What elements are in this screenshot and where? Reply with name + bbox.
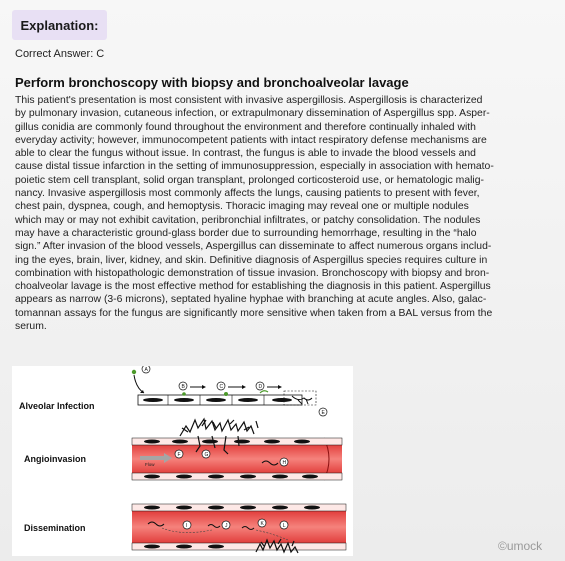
body-line: chest pain, dyspnea, cough, and hemoptysis. Thoracic imaging may reveal one or multiple nodules (15, 201, 469, 213)
flow-arrow-icon (140, 456, 164, 460)
angioinvasion-row (132, 419, 342, 480)
body-line: may have a characteristic ground-glass border due to surrounding hemorrhage, resulting in the “halo (15, 227, 477, 239)
marker-j-text: J (225, 523, 228, 529)
explanation-body (15, 94, 545, 333)
explanation-badge: Explanation: (12, 10, 107, 40)
conidium-icon (132, 370, 136, 374)
body-line: tomannan assays for the fungus are significantly more sensitive when taken from a BAL versus from the (15, 307, 493, 319)
correct-answer-text: Correct Answer: C (15, 48, 105, 60)
inhale-arrow-icon (134, 375, 144, 393)
flow-label: Flow (145, 462, 155, 467)
body-line: This patient's presentation is most consistent with invasive aspergillosis. Aspergillosis is characterized (15, 95, 483, 106)
body-line: choalveolar lavage is the most effective method for establishing the diagnosis in this patient. Aspergillus (15, 281, 491, 293)
body-line: nancy. Invasive aspergillosis most commonly affects the lungs, causing patients to present with fever, (15, 188, 480, 200)
marker-h-text: H (282, 460, 287, 466)
body-line: serum. (15, 321, 47, 333)
label-dissemination: Dissemination (24, 523, 86, 533)
body-line: able to clear the fungus without issue. In contrast, the fungus is able to invade the blood vessels and (15, 148, 476, 160)
body-line: poietic stem cell transplant, solid organ transplant, prolonged corticosteroid use, or hematologic malig- (15, 174, 484, 186)
marker-e-text: E (321, 410, 325, 416)
marker-b-text: B (181, 384, 185, 390)
label-alveolar-infection: Alveolar Infection (19, 401, 95, 411)
marker-l-text: L (282, 523, 286, 529)
body-line: by pulmonary invasion, cutaneous infection, or extrapulmonary dissemination of Aspergillus spp. Asper- (15, 108, 490, 120)
label-angioinvasion: Angioinvasion (24, 454, 87, 464)
marker-a-text: A (144, 367, 148, 373)
body-line: sign.” After invasion of the blood vessels, Aspergillus can disseminate to affect numerous organs includ- (15, 241, 492, 253)
body-line: which may or may not exhibit cavitation, peribronchial infiltrates, or patchy consolidation. The nodules (15, 214, 481, 226)
body-line: everyday activity; however, immunocompetent patients with intact respiratory defense mechanisms are (15, 134, 487, 146)
answer-title: Perform bronchoscopy with biopsy and bronchoalveolar lavage (15, 75, 409, 90)
body-line: appears as narrow (3-6 microns), septated hyaline hyphae with branching at acute angles. Also, galac- (15, 294, 487, 306)
alveolar-row (132, 366, 327, 416)
marker-f-text: F (177, 452, 181, 458)
diagram-svg (12, 366, 353, 556)
marker-d-text: D (258, 384, 263, 390)
aspergillosis-diagram (12, 366, 353, 556)
dissemination-row (132, 504, 346, 553)
body-line: ing the eyes, brain, liver, kidney, and skin. Definitive diagnosis of Aspergillus species requires culture in (15, 254, 488, 266)
body-line: combination with histopathologic demonstration of tissue invasion. Bronchoscopy with biopsy and bron- (15, 267, 490, 279)
body-line: gillus conidia are commonly found throughout the environment and therefore continually inhaled with (15, 121, 476, 133)
marker-c-text: C (219, 384, 224, 390)
copyright-watermark: ©umock (498, 539, 543, 553)
marker-g-text: G (204, 452, 209, 458)
marker-k-text: K (260, 521, 264, 527)
body-line: cause distal tissue infarction in the setting of immunosuppression, especially in association with hemato- (15, 161, 494, 173)
marker-i-text: I (186, 523, 188, 529)
